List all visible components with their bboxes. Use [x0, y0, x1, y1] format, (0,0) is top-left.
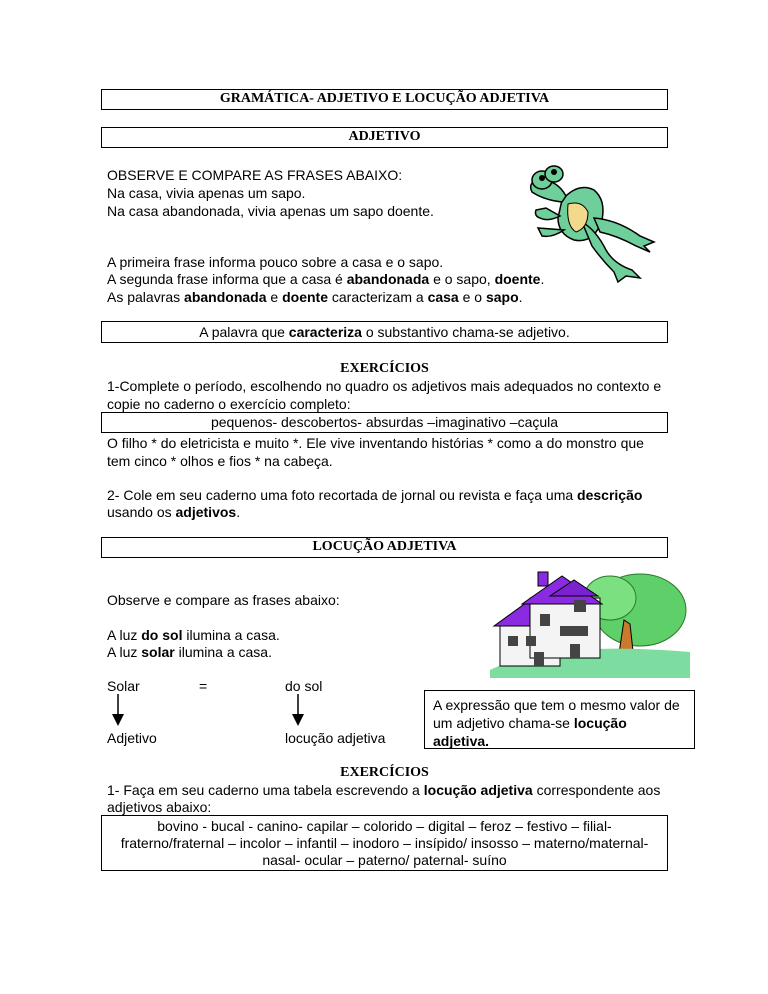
section-heading-locucao: LOCUÇÃO ADJETIVA	[101, 537, 668, 558]
exercise2-instruction-line2: adjetivos abaixo:	[107, 799, 212, 815]
exercise2-line1: 2- Cole em seu caderno uma foto recortada de jornal ou revista e faça uma descrição	[107, 487, 643, 503]
adjective-word-box: pequenos- descobertos- absurdas –imaginativo –caçula	[101, 412, 668, 433]
section-heading-text: ADJETIVO	[348, 129, 421, 144]
compare-left: Solar	[107, 678, 140, 694]
section-heading-adjetivo	[101, 127, 668, 148]
explanation-3: As palavras abandonada e doente caracterizam a casa e o sapo.	[107, 289, 523, 305]
exercise1-text-line1: O filho * do eletricista e muito *. Ele vive inventando histórias * como a do monstro que	[107, 435, 644, 451]
document-title: GRAMÁTICA- ADJETIVO E LOCUÇÃO ADJETIVA	[219, 91, 550, 106]
locucao-definition-box: A expressão que tem o mesmo valor de um adjetivo chama-se locução adjetiva.	[424, 690, 695, 749]
locucao-sentence-2: A luz solar ilumina a casa.	[107, 644, 272, 660]
exercise1-text-line2: tem cinco * olhos e fios * na cabeça.	[107, 453, 333, 469]
example-sentence-2: Na casa abandonada, vivia apenas um sapo doente.	[107, 203, 434, 219]
locucao-sentence-1: A luz do sol ilumina a casa.	[107, 627, 280, 643]
observe-instruction-2: Observe e compare as frases abaixo:	[107, 592, 340, 608]
exercise1-instruction-line2: copie no caderno o exercício completo:	[107, 396, 351, 412]
document-title-box	[101, 89, 668, 110]
compare-right: do sol	[285, 678, 323, 694]
down-arrow-icon	[111, 694, 125, 728]
compare-equals: =	[199, 678, 208, 694]
exercise1-instruction-line1: 1-Complete o período, escolhendo no quadro os adjetivos mais adequados no contexto e	[107, 378, 662, 394]
label-adjetivo: Adjetivo	[107, 730, 157, 746]
down-arrow-icon	[291, 694, 305, 728]
exercises-heading-1: EXERCÍCIOS	[340, 361, 429, 376]
adjective-definition-box: A palavra que caracteriza o substantivo chama-se adjetivo.	[101, 321, 668, 343]
frog-illustration	[522, 160, 664, 288]
explanation-1: A primeira frase informa pouco sobre a casa e o sapo.	[107, 254, 444, 270]
exercises-heading-2: EXERCÍCIOS	[340, 765, 429, 780]
label-locucao-adjetiva: locução adjetiva	[285, 730, 386, 746]
exercise2-line2: usando os adjetivos.	[107, 504, 241, 520]
house-with-tree-illustration	[490, 560, 690, 678]
exercise2-instruction-line1: 1- Faça em seu caderno uma tabela escrevendo a locução adjetiva correspondente aos	[107, 782, 661, 798]
explanation-2: A segunda frase informa que a casa é abandonada e o sapo, doente.	[107, 271, 545, 287]
observe-instruction: OBSERVE E COMPARE AS FRASES ABAIXO:	[107, 167, 403, 183]
adjective-list-box: bovino - bucal - canino- capilar – colorido – digital – feroz – festivo – filial- fraterno/fraternal – incolor – infantil – inodoro – insípido/ insosso – materno/maternal- nasal- ocular – paterno/ paternal- suíno	[101, 815, 668, 871]
example-sentence-1: Na casa, vivia apenas um sapo.	[107, 185, 306, 201]
